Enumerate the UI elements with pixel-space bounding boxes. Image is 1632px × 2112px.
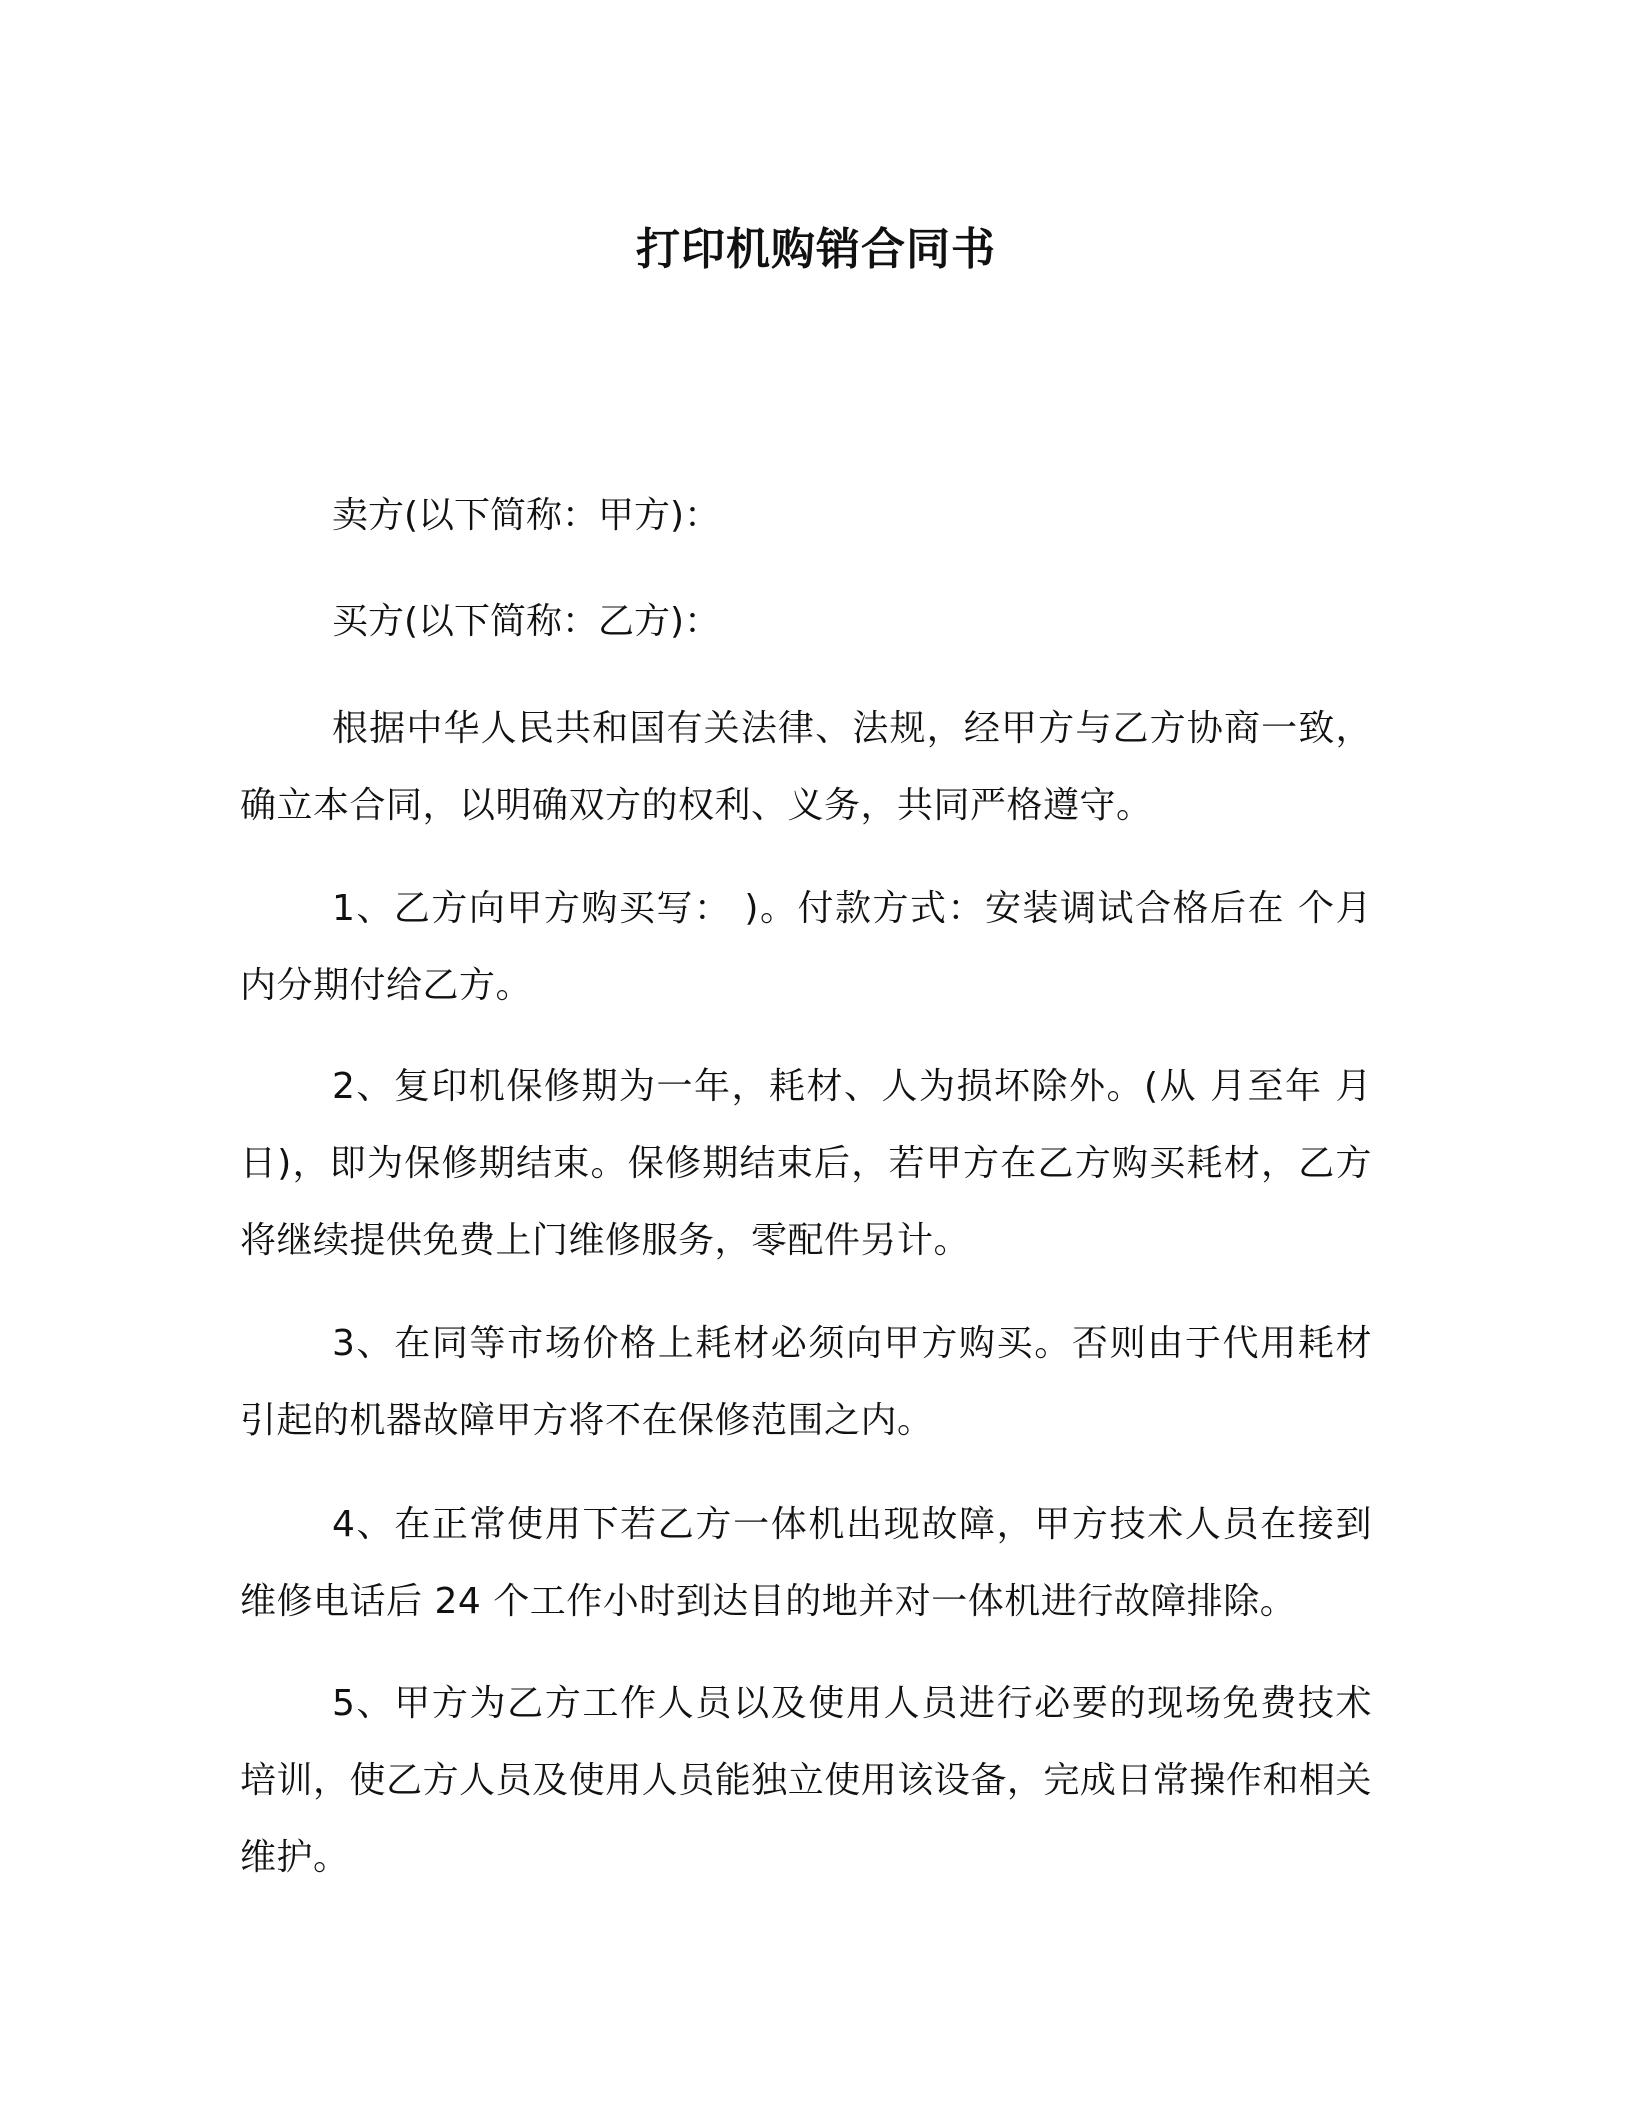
buyer-line: 买方(以下简称：乙方)：: [332, 601, 721, 642]
document-title: 打印机购销合同书: [636, 224, 996, 275]
clause-4-paragraph: 4、在正常使用下若乙方一体机出现故障，甲方技术人员在接到维修电话后 24 个工作小时到达目的地并对一体机进行故障排除。: [240, 1504, 1372, 1622]
preamble-paragraph: 根据中华人民共和国有关法律、法规，经甲方与乙方协商一致，确立本合同，以明确双方的权利、义务，共同严格遵守。: [240, 708, 1372, 826]
clause-1-paragraph: 1、乙方向甲方购买写： )。付款方式：安装调试合格后在 个月内分期付给乙方。: [240, 888, 1372, 1006]
clause-2-paragraph: 2、复印机保修期为一年，耗材、人为损坏除外。(从 月至年 月日)，即为保修期结束。保修期结束后，若甲方在乙方购买耗材，乙方将继续提供免费上门维修服务，零配件另计。: [240, 1066, 1372, 1261]
clause-5-paragraph: 5、甲方为乙方工作人员以及使用人员进行必要的现场免费技术培训，使乙方人员及使用人员能独立使用该设备，完成日常操作和相关维护。: [240, 1683, 1372, 1878]
seller-line: 卖方(以下简称：甲方)：: [332, 495, 721, 536]
clause-3-paragraph: 3、在同等市场价格上耗材必须向甲方购买。否则由于代用耗材引起的机器故障甲方将不在保修范围之内。: [240, 1323, 1372, 1441]
